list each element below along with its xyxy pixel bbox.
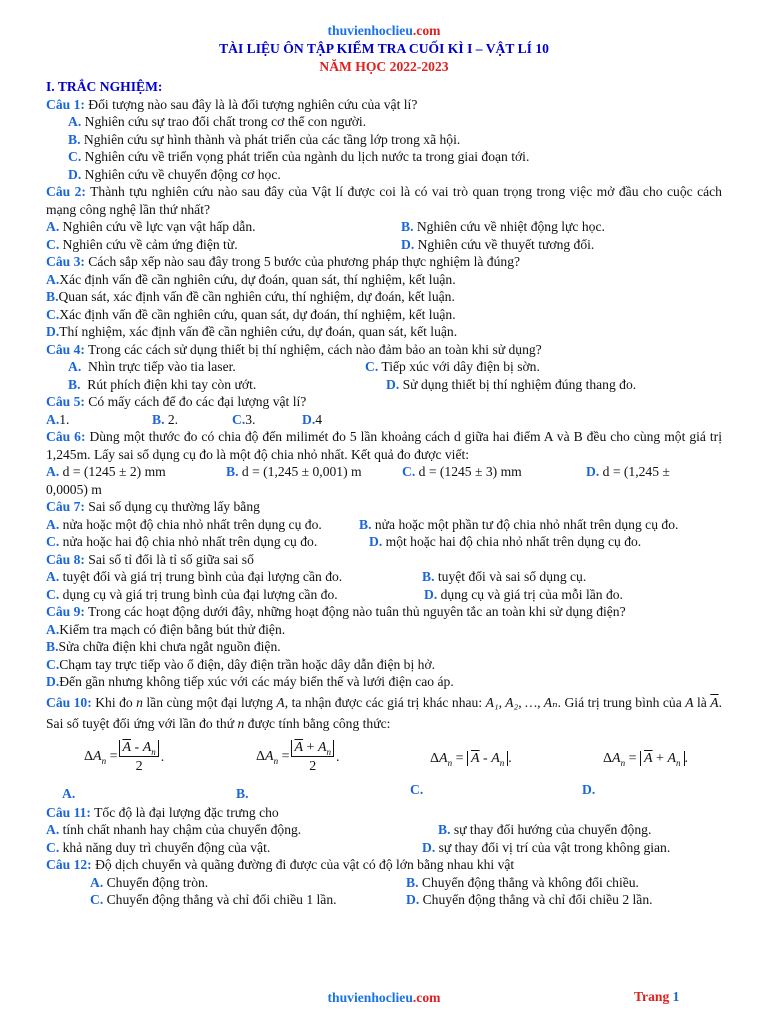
answer-option: D. Nghiên cứu về thuyết tương đối. xyxy=(401,236,595,252)
answer-option: A. Nhìn trực tiếp vào tia laser. xyxy=(68,359,236,374)
answer-option: C. dụng cụ và giá trị trung bình của đại lượng cần đo. xyxy=(46,586,338,602)
answer-option: D. sự thay đổi vị trí của vật trong không gian. xyxy=(422,839,671,855)
formula-c: $\Delta A_n = \overline{A} - A_n$ . xyxy=(430,751,512,768)
formula-label-d: D. xyxy=(582,781,596,797)
answer-option: B. Rút phích điện khi tay còn ướt. xyxy=(68,376,257,392)
question-9: Câu 9: Trong các hoạt động dưới đây, những hoạt động nào tuân thủ nguyên tắc an toàn khi sử dụng điện? xyxy=(46,604,626,619)
question-8: Câu 8: Sai số tỉ đối là tỉ số giữa sai số xyxy=(46,551,254,567)
answer-option: D. d = (1,245 ± xyxy=(586,464,670,479)
answer-option: B. Nghiên cứu về nhiệt động lực học. xyxy=(401,219,605,234)
answer-row xyxy=(46,376,722,394)
question-5: Câu 5: Có mấy cách để đo các đại lượng vật lí? xyxy=(46,394,307,409)
formula-label-b: B. xyxy=(236,785,249,801)
formula-b: $\Delta A_n$ = $\frac{\overline{A} + A_n}{2}$ . xyxy=(256,739,340,775)
question-3: Câu 3: Cách sắp xếp nào sau đây trong 5 bước của phương pháp thực nghiệm là đúng? xyxy=(46,254,521,269)
answer-option: A. Kiểm tra mạch có điện bằng bút thử điện. xyxy=(46,621,286,637)
section-heading: I. TRẮC NGHIỆM: xyxy=(46,79,163,94)
question-11: Câu 11: Tốc độ là đại lượng đặc trưng cho xyxy=(46,804,279,820)
answer-option: D. Đến gần nhưng không tiếp xúc với các máy biến thế và lưới điện cao áp. xyxy=(46,674,454,689)
answer-option: B. nửa hoặc một phần tư độ chia nhỏ nhất trên dụng cụ đo. xyxy=(359,516,679,532)
formula-a: $\Delta A_n$ = $\frac{\overline{A} - A_n}{2}$ . xyxy=(84,739,165,775)
answer-row xyxy=(46,839,722,857)
answer-option: C. Nghiên cứu về triển vọng phát triển của ngành du lịch nước ta trong giai đoạn tới. xyxy=(68,149,530,164)
answer-option: A. Xác định vấn đề cần nghiên cứu, dự đoán, quan sát, thí nghiệm, kết luận. xyxy=(46,271,456,287)
question-6: Câu 6: Dùng một thước đo có chia độ đến milimét đo 5 lần khoảng cách d giữa hai điểm A và B đều cho cùng một giá trị 1,245m. Lấy sai số dụng cụ đo là một độ chia nhỏ nhất. Kết quả đo được viết: xyxy=(46,429,722,462)
question-1: Câu 1: Đối tượng nào sau đây là là đối tượng nghiên cứu của vật lí? xyxy=(46,96,418,112)
answer-row xyxy=(46,533,722,551)
answer-row xyxy=(46,218,722,236)
site-header: thuvienhoclieu.com xyxy=(327,23,441,38)
answer-option: A. d = (1245 ± 2) mm xyxy=(46,464,166,479)
answer-option: B. sự thay đổi hướng của chuyển động. xyxy=(438,822,652,837)
answer-continuation: 0,0005) m xyxy=(46,481,102,497)
question-4: Câu 4: Trong các cách sử dụng thiết bị thí nghiệm, cách nào đảm bảo an toàn khi sử dụng? xyxy=(46,341,542,357)
answer-option: D. dụng cụ và giá trị của mỗi lần đo. xyxy=(424,586,623,602)
answer-option: C. Tiếp xúc với dây điện bị sờn. xyxy=(365,359,540,374)
answer-option: D. Chuyển động thẳng và chỉ đổi chiều 2 lần. xyxy=(406,892,653,907)
page-footer xyxy=(0,989,768,1007)
document-page xyxy=(46,22,722,909)
answer-row xyxy=(46,411,722,429)
question-7: Câu 7: Sai số dụng cụ thường lấy bằng xyxy=(46,499,260,514)
answer-option: D. Sử dụng thiết bị thí nghiệm đúng thang đo. xyxy=(386,376,637,392)
answer-option: C. Nghiên cứu về cảm ứng điện từ. xyxy=(46,236,238,252)
answer-row xyxy=(46,586,722,604)
answer-option: B. d = (1,245 ± 0,001) m xyxy=(226,464,362,479)
answer-option: C. Chuyển động thẳng và chỉ đổi chiều 1 lần. xyxy=(90,892,337,907)
answer-row xyxy=(46,874,722,892)
answer-option: A. nửa hoặc một độ chia nhỏ nhất trên dụng cụ đo. xyxy=(46,516,329,532)
answer-row xyxy=(46,463,722,481)
answer-row xyxy=(46,891,722,909)
answer-option: B. 2. xyxy=(152,411,179,427)
question-10: Câu 10: Khi đo n lần cùng một đại lượng A, ta nhận được các giá trị khác nhau: A₁, A₂, …, Aₙ. Giá trị trung bình của A là $\overline{A}$. Sai số tuyệt đối ứng với lần đo thứ n được tính bằng công thức: xyxy=(46,694,722,731)
document-title: TÀI LIỆU ÔN TẬP KIỂM TRA CUỐI KÌ I – VẬT LÍ 10 xyxy=(219,41,549,56)
answer-option: A. Nghiên cứu sự trao đổi chất trong cơ thể con người. xyxy=(68,114,367,129)
answer-option: D.4 xyxy=(302,411,323,427)
formula-options xyxy=(46,734,722,804)
answer-row xyxy=(46,516,722,534)
answer-row xyxy=(46,568,722,586)
answer-option: A.1. xyxy=(46,411,70,427)
answer-option: A. Chuyển động tròn. xyxy=(90,874,209,890)
page-number: Trang 1 xyxy=(634,989,680,1004)
answer-row xyxy=(46,236,722,254)
answer-option: A. Nghiên cứu về lực vạn vật hấp dẫn. xyxy=(46,219,256,234)
answer-option: D. Thí nghiệm, xác định vấn đề cần nghiên cứu, dự đoán, quan sát, kết luận. xyxy=(46,324,458,339)
answer-option: C. nửa hoặc hai độ chia nhỏ nhất trên dụng cụ đo. xyxy=(46,534,318,549)
formula-label-c: C. xyxy=(410,781,424,797)
answer-option: C. Chạm tay trực tiếp vào ổ điện, dây điện trần hoặc dây dẫn điện bị hở. xyxy=(46,656,436,672)
formula-d: $\Delta A_n = \overline{A} + A_n$ . xyxy=(603,751,689,768)
answer-option: B. Quan sát, xác định vấn đề cần nghiên cứu, thí nghiệm, dự đoán, kết luận. xyxy=(46,289,455,304)
answer-option: C.3. xyxy=(232,411,256,427)
answer-option: B. Sửa chữa điện khi chưa ngắt nguồn điện. xyxy=(46,639,281,654)
answer-row xyxy=(46,358,722,376)
school-year: NĂM HỌC 2022-2023 xyxy=(319,59,449,74)
answer-option: B. Nghiên cứu sự hình thành và phát triển của các tầng lớp trong xã hội. xyxy=(68,131,461,147)
answer-option: B. Chuyển động thẳng và không đổi chiều. xyxy=(406,874,639,890)
formula-label-a: A. xyxy=(62,785,76,801)
answer-option: C. khả năng duy trì chuyển động của vật. xyxy=(46,839,271,855)
answer-option: C. d = (1245 ± 3) mm xyxy=(402,464,522,479)
answer-option: A. tuyệt đối và giá trị trung bình của đại lượng cần đo. xyxy=(46,569,343,584)
answer-row xyxy=(46,821,722,839)
answer-option: B. tuyệt đối và sai số dụng cụ. xyxy=(422,569,587,584)
answer-option: A. tính chất nhanh hay chậm của chuyển động. xyxy=(46,822,302,837)
answer-option: D. Nghiên cứu về chuyển động cơ học. xyxy=(68,166,281,182)
question-12: Câu 12: Độ dịch chuyển và quãng đường đi được của vật có độ lớn bằng nhau khi vật xyxy=(46,857,515,872)
answer-option: D. một hoặc hai độ chia nhỏ nhất trên dụng cụ đo. xyxy=(369,534,642,549)
footer-site: thuvienhoclieu.com xyxy=(327,990,441,1005)
answer-option: C. Xác định vấn đề cần nghiên cứu, quan sát, dự đoán, thí nghiệm, kết luận. xyxy=(46,306,456,322)
question-2: Câu 2: Thành tựu nghiên cứu nào sau đây của Vật lí được coi là có vai trò quan trọng trong việc mở đầu cho cuộc cách mạng công nghệ lần thứ nhất? xyxy=(46,184,722,217)
